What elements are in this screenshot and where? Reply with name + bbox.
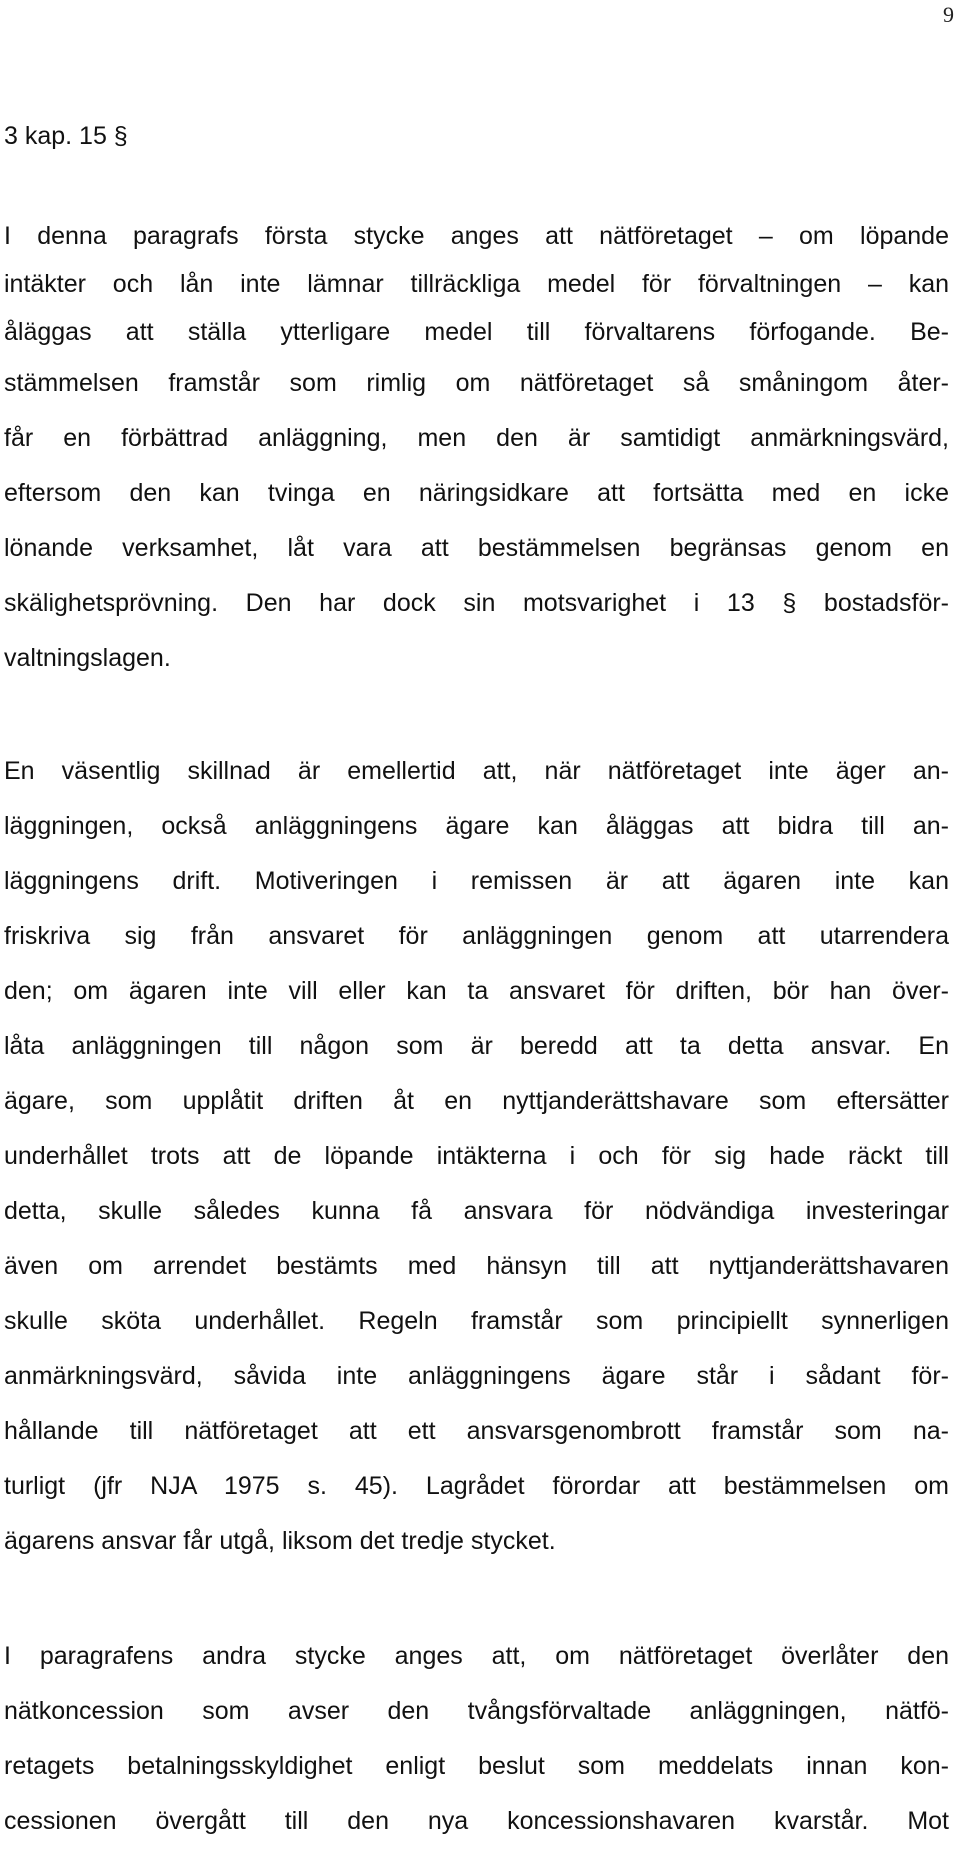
- paragraph-line: I denna paragrafs första stycke anges att nätföretaget – om löpande: [4, 222, 949, 250]
- paragraph-line: läggningen, också anläggningens ägare kan åläggas att bidra till an-: [4, 812, 949, 840]
- paragraph-line: skälighetsprövning. Den har dock sin motsvarighet i 13 § bostadsför-: [4, 589, 949, 617]
- paragraph-line: detta, skulle således kunna få ansvara för nödvändiga investeringar: [4, 1197, 949, 1225]
- paragraph-spacer: [4, 686, 949, 744]
- paragraph-line: valtningslagen.: [4, 644, 171, 672]
- paragraph-3: [4, 1629, 949, 1849]
- paragraph-line: eftersom den kan tvinga en näringsidkare att fortsätta med en icke: [4, 479, 949, 507]
- paragraph-line: anmärkningsvärd, såvida inte anläggningens ägare står i sådant för-: [4, 1362, 949, 1390]
- paragraph-line: stämmelsen framstår som rimlig om nätföretaget så småningom åter-: [4, 369, 949, 397]
- page-number: 9: [943, 2, 954, 27]
- paragraph-line: underhållet trots att de löpande intäkterna i och för sig hade räckt till: [4, 1142, 949, 1170]
- paragraph-line: hållande till nätföretaget att ett ansvarsgenombrott framstår som na-: [4, 1417, 949, 1445]
- paragraph-line: nätkoncession som avser den tvångsförvaltade anläggningen, nätfö-: [4, 1697, 949, 1725]
- paragraph-line: ägarens ansvar får utgå, liksom det tredje stycket.: [4, 1527, 556, 1555]
- paragraph-line: En väsentlig skillnad är emellertid att, när nätföretaget inte äger an-: [4, 757, 949, 785]
- section-heading: 3 kap. 15 §: [4, 122, 128, 150]
- paragraph-line: skulle sköta underhållet. Regeln framstår som principiellt synnerligen: [4, 1307, 949, 1335]
- paragraph-spacer: [4, 1569, 949, 1629]
- paragraph-line: turligt (jfr NJA 1975 s. 45). Lagrådet förordar att bestämmelsen om: [4, 1472, 949, 1500]
- paragraph-line: intäkter och lån inte lämnar tillräckliga medel för förvaltningen – kan: [4, 270, 949, 298]
- paragraph-line: läggningens drift. Motiveringen i remissen är att ägaren inte kan: [4, 867, 949, 895]
- paragraph-1: [4, 212, 949, 686]
- paragraph-line: även om arrendet bestämts med hänsyn till att nyttjanderättshavaren: [4, 1252, 949, 1280]
- document-body: [4, 116, 949, 1849]
- paragraph-line: retagets betalningsskyldighet enligt beslut som meddelats innan kon-: [4, 1752, 949, 1780]
- paragraph-2: [4, 744, 949, 1569]
- paragraph-line: ägare, som upplåtit driften åt en nyttjanderättshavare som eftersätter: [4, 1087, 949, 1115]
- paragraph-line: lönande verksamhet, låt vara att bestämmelsen begränsas genom en: [4, 534, 949, 562]
- paragraph-line: den; om ägaren inte vill eller kan ta ansvaret för driften, bör han över-: [4, 977, 949, 1005]
- paragraph-line: låta anläggningen till någon som är beredd att ta detta ansvar. En: [4, 1032, 949, 1060]
- paragraph-line: I paragrafens andra stycke anges att, om nätföretaget överlåter den: [4, 1642, 949, 1670]
- paragraph-line: får en förbättrad anläggning, men den är samtidigt anmärkningsvärd,: [4, 424, 949, 452]
- paragraph-line: åläggas att ställa ytterligare medel till förvaltarens förfogande. Be-: [4, 318, 949, 346]
- paragraph-line: friskriva sig från ansvaret för anläggningen genom att utarrendera: [4, 922, 949, 950]
- paragraph-line: cessionen övergått till den nya koncessionshavaren kvarstår. Mot: [4, 1807, 949, 1835]
